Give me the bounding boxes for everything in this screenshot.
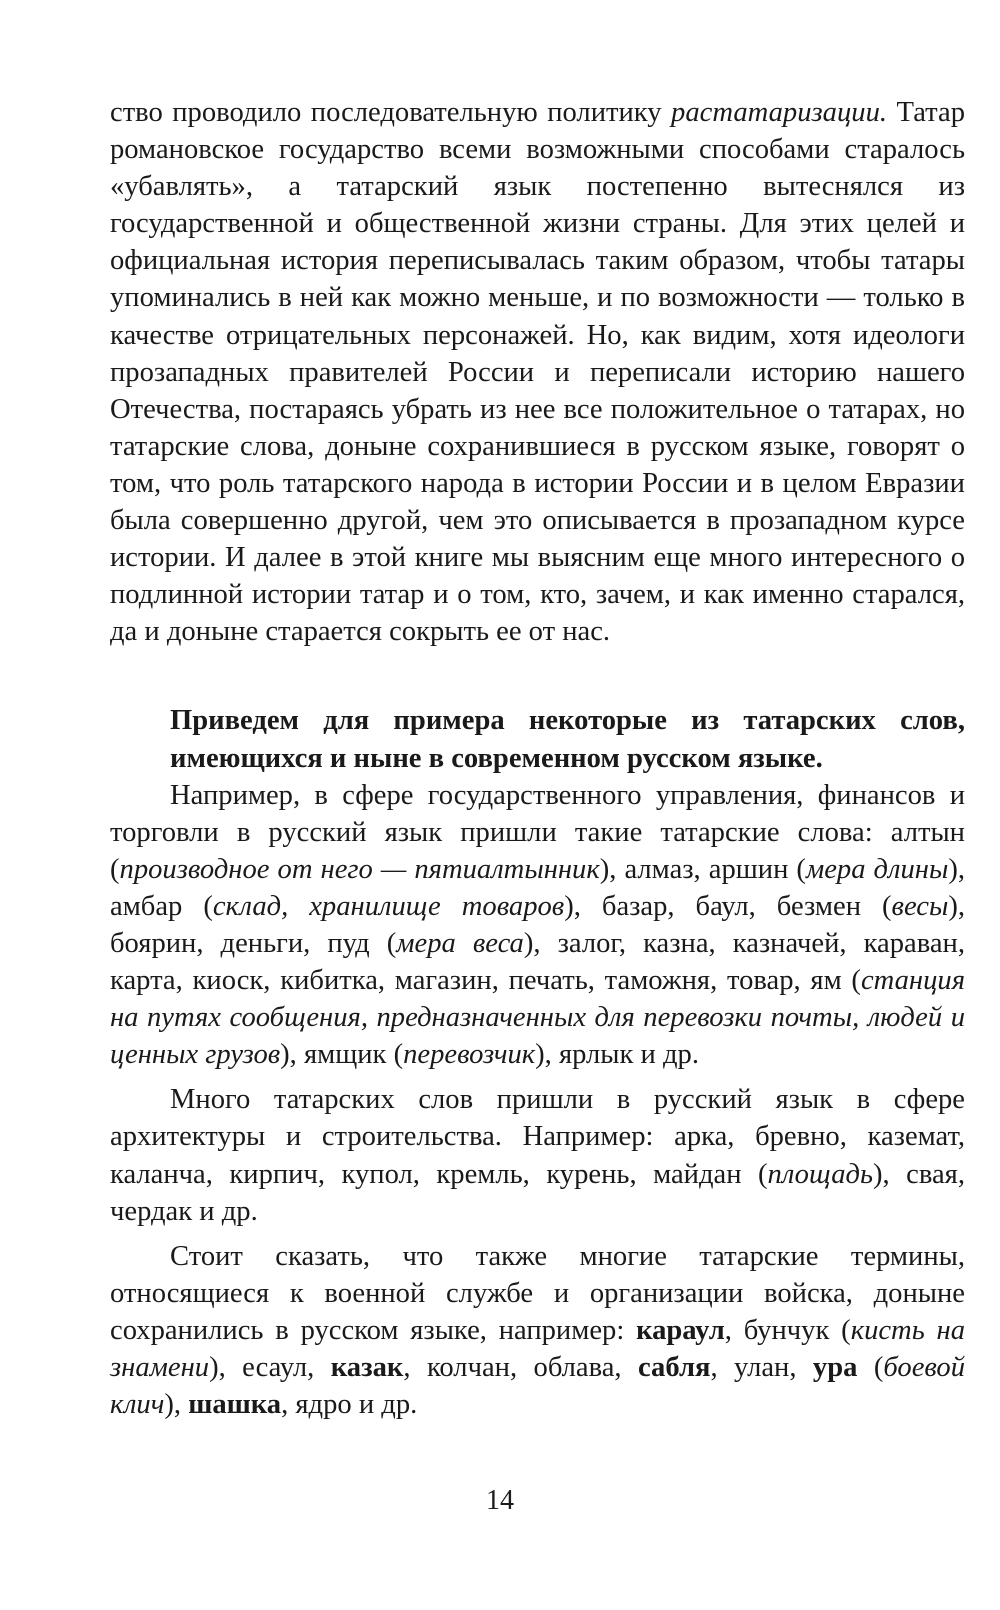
- text-run: ),: [164, 1389, 189, 1421]
- text-run: ), свая, чердак и др.: [110, 1158, 965, 1227]
- text-run: Татар романовское государство всеми возможными способами старалось «убавлять», а татарский язык постепенно вытеснялся из государственной и общественной жизни страны. Для этих целей и официальная история переписывалась таким образом, чтобы татары упоминались в ней как можно меньше, и по возможности — только в качестве отрицательных персонажей. Но, как видим, хотя идеологи прозападных правителей России и переписали историю нашего Отечества, постараясь убрать из нее все положительное о татарах, но татарские слова, доныне сохранившиеся в русском языке, говорят о том, что роль татарского народа в истории России и в целом Евразии была совершенно другой, чем это описывается в прозападном курсе истории. И далее в этой книге мы выясним еще много интересного о подлинной истории татар и о том, кто, зачем, и как именно старался, да и доныне старается сокрыть ее от нас.: [110, 97, 966, 648]
- text-run: ство проводило последовательную политику: [110, 97, 672, 128]
- bold-term: шашка: [188, 1389, 282, 1421]
- text-run: , колчан, облава,: [403, 1352, 639, 1383]
- text-run: ), залог, казна, казначей, караван, карта, киоск, кибитка, магазин, печать, таможня, товар, ям (: [110, 927, 966, 997]
- text-run: Много татарских слов пришли в русский язык в сфере архитектуры и строительства. Например: арка, бревно, каземат, каланча, кирпич, купол, кремль, курень, майдан (: [110, 1084, 965, 1190]
- section-heading: Приведем для примера некоторые из татарских слов, имеющихся и ныне в современном русском языке.: [170, 705, 965, 774]
- paragraph-government-words: [110, 777, 965, 1074]
- paragraph-military-words: [110, 1238, 965, 1423]
- italic-note: производное от него — пятиалтынник: [119, 853, 600, 885]
- text-run: ), ярлык и др.: [535, 1039, 699, 1071]
- text-run: , бунчук (: [724, 1314, 851, 1346]
- paragraph-continued: [110, 94, 965, 650]
- italic-note: станция на путях сообщения, предназначенных для перевозки почты, людей и ценных грузов: [110, 965, 965, 1071]
- italic-note: площадь: [767, 1158, 874, 1190]
- bold-term: казак: [330, 1352, 404, 1383]
- bold-term: ура: [812, 1352, 858, 1383]
- text-run: (: [857, 1352, 884, 1383]
- text-run: ), ямщик (: [280, 1039, 404, 1071]
- italic-note: кисть на знамени: [110, 1314, 965, 1383]
- text-run: ), алмаз, аршин (: [599, 853, 806, 885]
- text-run: ), боярин, деньги, пуд (: [110, 890, 965, 959]
- italic-note: перевозчик: [403, 1039, 536, 1071]
- italic-note: боевой клич: [110, 1352, 966, 1421]
- text-run: Стоит сказать, что также многие татарские термины, относящиеся к военной службе и организации войска, доныне сохранились в русском языке, например:: [110, 1240, 965, 1346]
- text-run: , улан,: [710, 1352, 813, 1383]
- italic-note: мера длины: [805, 853, 949, 885]
- paragraph-architecture-words: [110, 1081, 965, 1229]
- italic-note: склад, хранилище товаров: [212, 890, 565, 922]
- italic-note: весы: [891, 890, 949, 922]
- text-run: ), базар, баул, безмен (: [564, 890, 892, 922]
- text-run: ), амбар (: [110, 853, 965, 922]
- page-number: 14: [486, 1485, 514, 1516]
- bold-term: караул: [636, 1314, 725, 1346]
- text-run: , ядро и др.: [281, 1389, 418, 1421]
- text-run: Например, в сфере государственного управления, финансов и торговли в русский язык пришли такие татарские слова: алтын (: [110, 779, 965, 885]
- italic-term: растатаризации.: [671, 97, 888, 128]
- text-run: ), есаул,: [209, 1352, 331, 1383]
- italic-note: мера веса: [396, 927, 524, 959]
- bold-term: сабля: [638, 1352, 711, 1383]
